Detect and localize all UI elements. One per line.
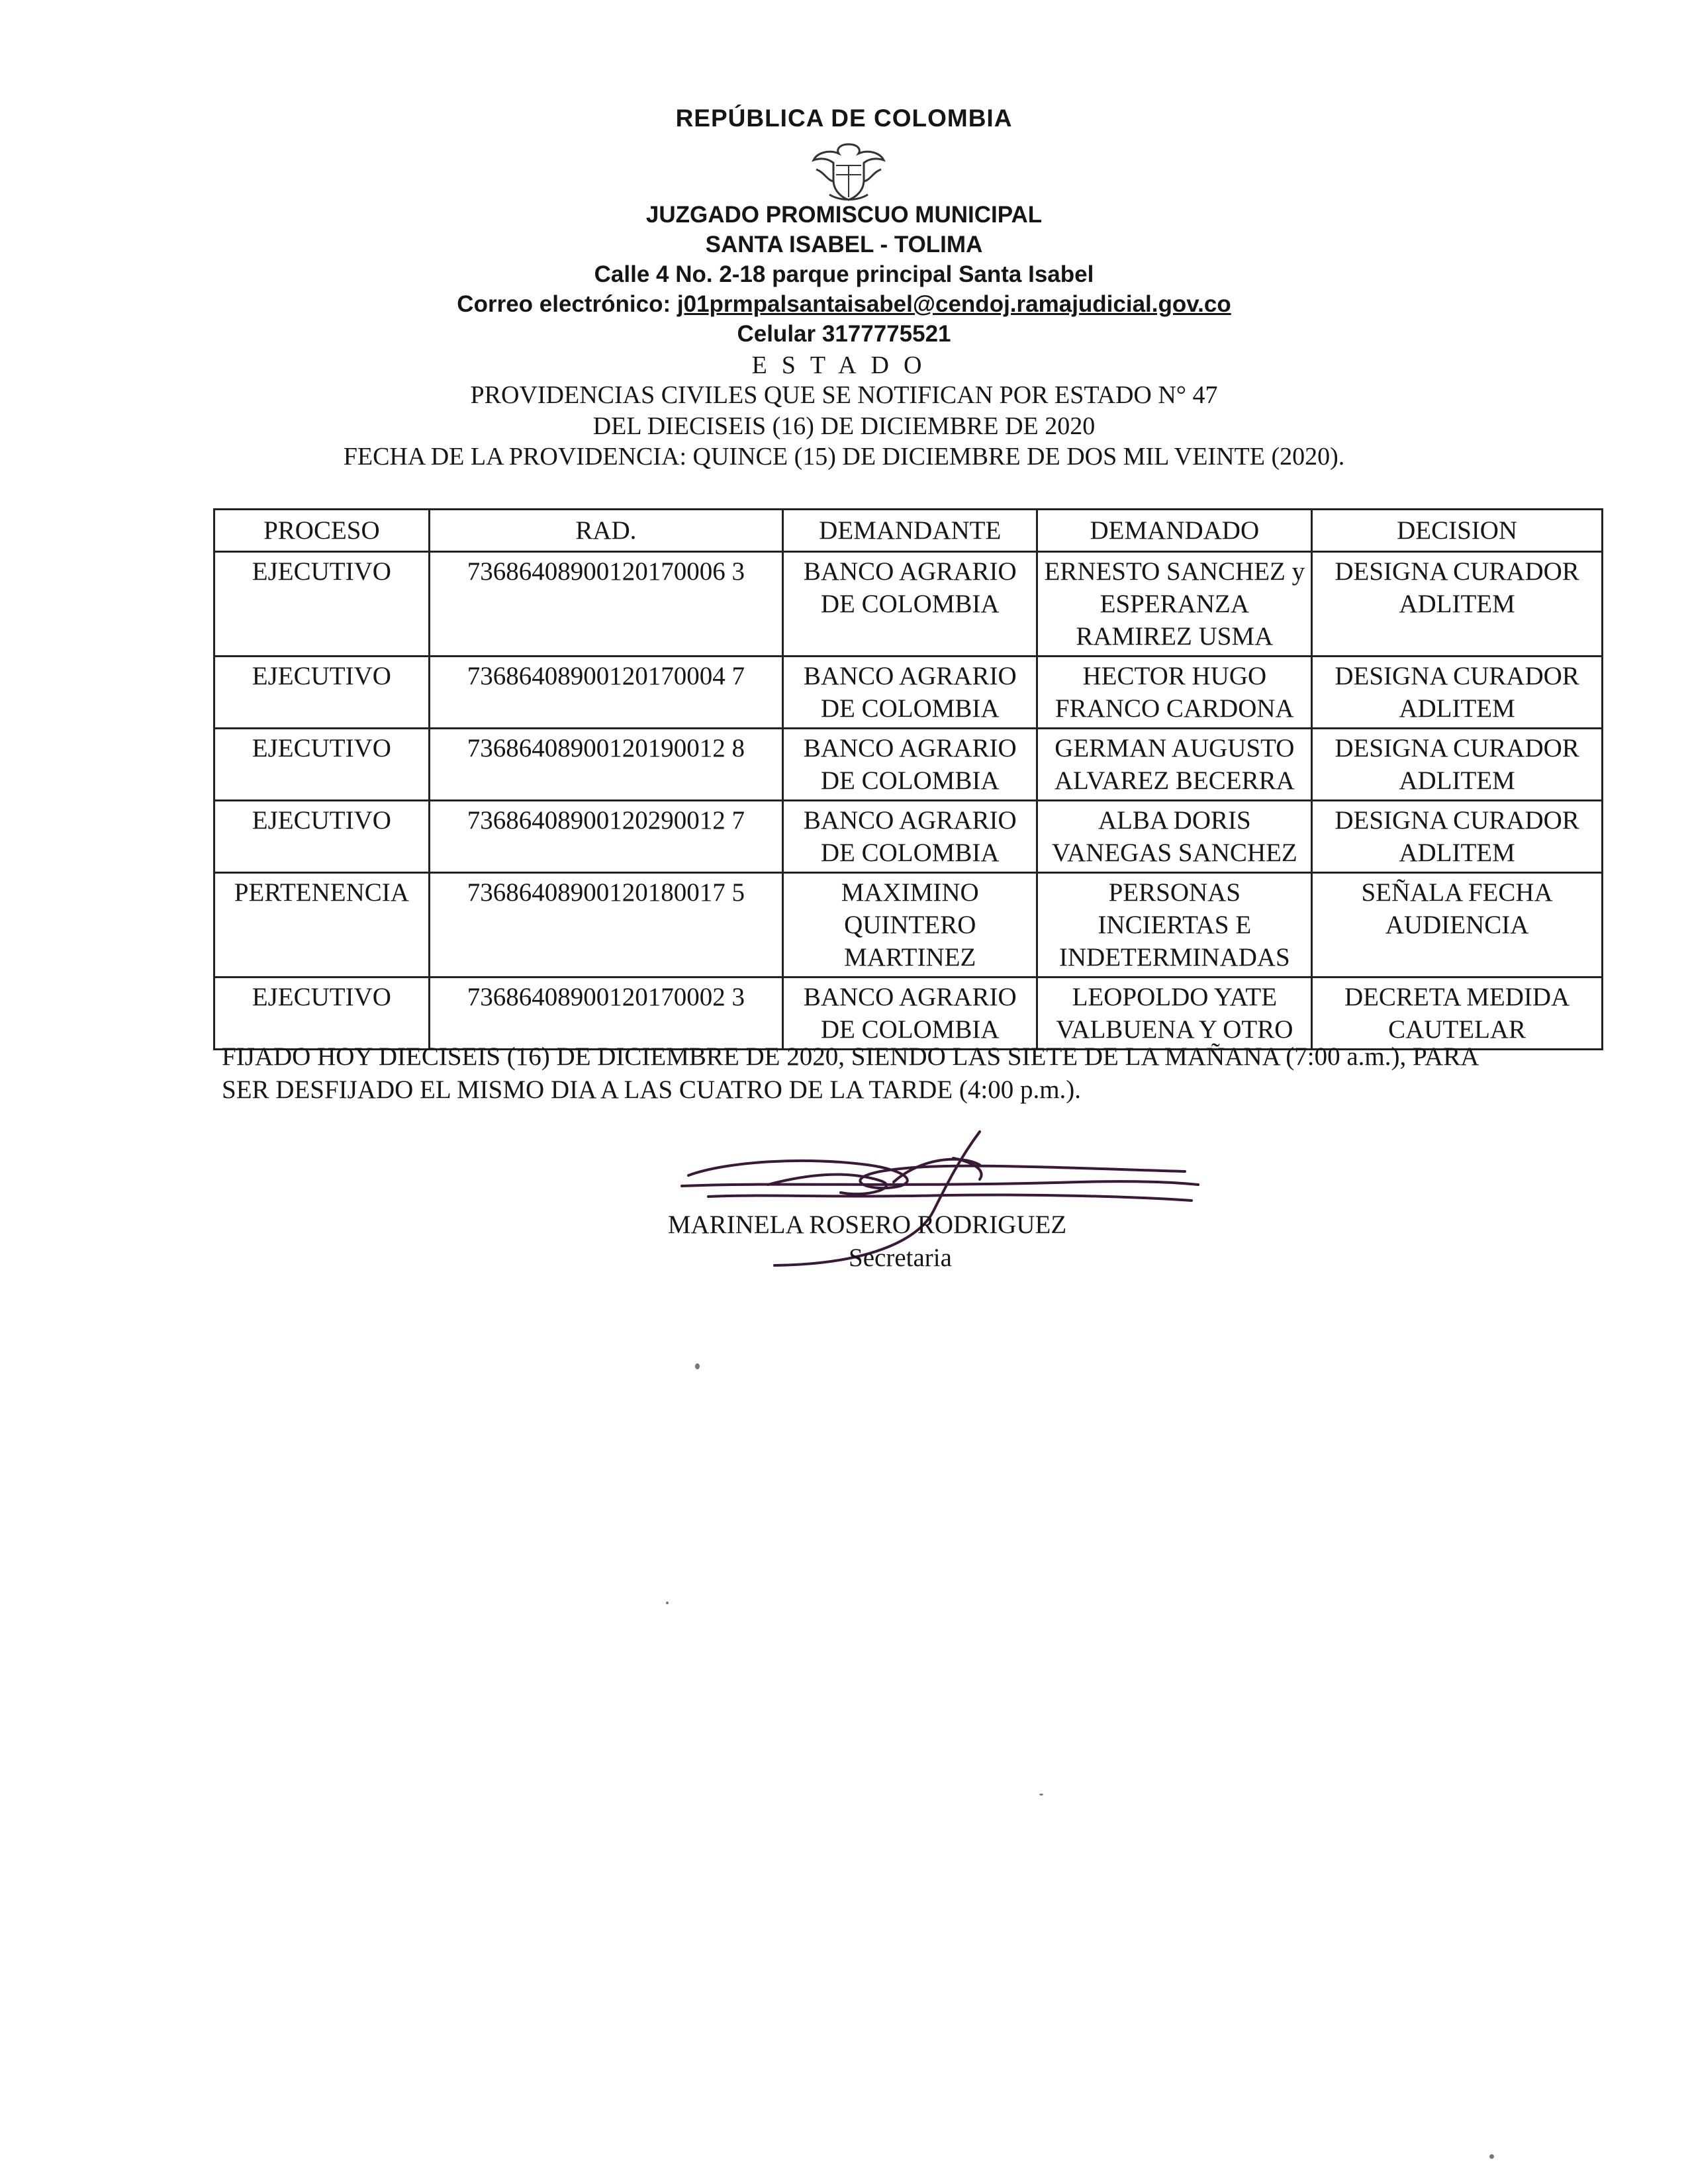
coat-of-arms-icon bbox=[810, 140, 888, 204]
estado-label: ESTADO bbox=[751, 351, 937, 379]
cell-demandado: ERNESTO SANCHEZ y ESPERANZA RAMIREZ USMA bbox=[1037, 552, 1312, 657]
table-header-row bbox=[214, 510, 1603, 552]
signer-title: Secretaria bbox=[849, 1244, 952, 1272]
cell-demandante: BANCO AGRARIO DE COLOMBIA bbox=[783, 801, 1037, 873]
cell-decision: DECRETA MEDIDA CAUTELAR bbox=[1312, 978, 1603, 1050]
cell-proceso: EJECUTIVO bbox=[214, 801, 430, 873]
cell-demandante: MAXIMINO QUINTERO MARTINEZ bbox=[783, 873, 1037, 978]
table-row bbox=[214, 801, 1603, 873]
cell-decision: SEÑALA FECHA AUDIENCIA bbox=[1312, 873, 1603, 978]
cell-rad: 73686408900120170002 3 bbox=[429, 978, 782, 1050]
cell-demandado: LEOPOLDO YATE VALBUENA Y OTRO bbox=[1037, 978, 1312, 1050]
cell-proceso: EJECUTIVO bbox=[214, 552, 430, 657]
document-title-line-1: PROVIDENCIAS CIVILES QUE SE NOTIFICAN POR ESTADO N° 47 bbox=[470, 381, 1218, 409]
cell-decision: DESIGNA CURADOR ADLITEM bbox=[1312, 657, 1603, 729]
cell-demandado: PERSONAS INCIERTAS E INDETERMINADAS bbox=[1037, 873, 1312, 978]
cell-decision: DESIGNA CURADOR ADLITEM bbox=[1312, 801, 1603, 873]
table-row bbox=[214, 729, 1603, 801]
table-row bbox=[214, 873, 1603, 978]
scan-speck bbox=[1489, 2154, 1494, 2159]
cell-demandado: HECTOR HUGO FRANCO CARDONA bbox=[1037, 657, 1312, 729]
court-email-line bbox=[0, 291, 1688, 318]
republica-heading: REPÚBLICA DE COLOMBIA bbox=[675, 105, 1013, 132]
cell-proceso: EJECUTIVO bbox=[214, 729, 430, 801]
court-name: JUZGADO PROMISCUO MUNICIPAL bbox=[645, 202, 1043, 228]
municipality: SANTA ISABEL - TOLIMA bbox=[705, 232, 983, 257]
header-decision: DECISION bbox=[1312, 510, 1603, 552]
table-row bbox=[214, 657, 1603, 729]
header-rad: RAD. bbox=[429, 510, 782, 552]
cell-proceso: EJECUTIVO bbox=[214, 657, 430, 729]
cell-proceso: EJECUTIVO bbox=[214, 978, 430, 1050]
header-proceso: PROCESO bbox=[214, 510, 430, 552]
court-phone: Celular 3177775521 bbox=[737, 321, 951, 347]
table-row bbox=[214, 978, 1603, 1050]
cell-rad: 73686408900120290012 7 bbox=[429, 801, 782, 873]
cell-decision: DESIGNA CURADOR ADLITEM bbox=[1312, 729, 1603, 801]
signer-name: MARINELA ROSERO RODRIGUEZ bbox=[667, 1210, 1067, 1239]
cell-demandante: BANCO AGRARIO DE COLOMBIA bbox=[783, 657, 1037, 729]
scan-speck bbox=[666, 1602, 669, 1604]
document-title-line-3: FECHA DE LA PROVIDENCIA: QUINCE (15) DE DICIEMBRE DE DOS MIL VEINTE (2020). bbox=[343, 443, 1345, 471]
cell-rad: 73686408900120170006 3 bbox=[429, 552, 782, 657]
cell-rad: 73686408900120190012 8 bbox=[429, 729, 782, 801]
cell-rad: 73686408900120170004 7 bbox=[429, 657, 782, 729]
fijado-notice bbox=[222, 1040, 1546, 1107]
cell-demandante: BANCO AGRARIO DE COLOMBIA bbox=[783, 978, 1037, 1050]
header-demandante: DEMANDANTE bbox=[783, 510, 1037, 552]
cell-demandado: GERMAN AUGUSTO ALVAREZ BECERRA bbox=[1037, 729, 1312, 801]
scan-speck bbox=[695, 1363, 700, 1369]
email-label: Correo electrónico: bbox=[457, 291, 677, 317]
cell-rad: 73686408900120180017 5 bbox=[429, 873, 782, 978]
fijado-line-2: SER DESFIJADO EL MISMO DIA A LAS CUATRO DE LA TARDE (4:00 p.m.). bbox=[222, 1075, 1082, 1104]
court-address: Calle 4 No. 2-18 parque principal Santa Isabel bbox=[594, 261, 1094, 287]
providencias-table bbox=[213, 508, 1603, 1050]
table-row bbox=[214, 552, 1603, 657]
cell-demandado: ALBA DORIS VANEGAS SANCHEZ bbox=[1037, 801, 1312, 873]
document-title-line-2: DEL DIECISEIS (16) DE DICIEMBRE DE 2020 bbox=[592, 412, 1096, 440]
scan-speck bbox=[1039, 1794, 1043, 1796]
cell-demandante: BANCO AGRARIO DE COLOMBIA bbox=[783, 552, 1037, 657]
cell-decision: DESIGNA CURADOR ADLITEM bbox=[1312, 552, 1603, 657]
email-link[interactable]: j01prmpalsantaisabel@cendoj.ramajudicial.gov.co bbox=[677, 291, 1231, 317]
fijado-line-1: FIJADO HOY DIECISEIS (16) DE DICIEMBRE DE 2020, SIENDO LAS SIETE DE LA MAÑANA (7:00 a.m.), PARA bbox=[222, 1042, 1479, 1071]
cell-demandante: BANCO AGRARIO DE COLOMBIA bbox=[783, 729, 1037, 801]
cell-proceso: PERTENENCIA bbox=[214, 873, 430, 978]
header-demandado: DEMANDADO bbox=[1037, 510, 1312, 552]
